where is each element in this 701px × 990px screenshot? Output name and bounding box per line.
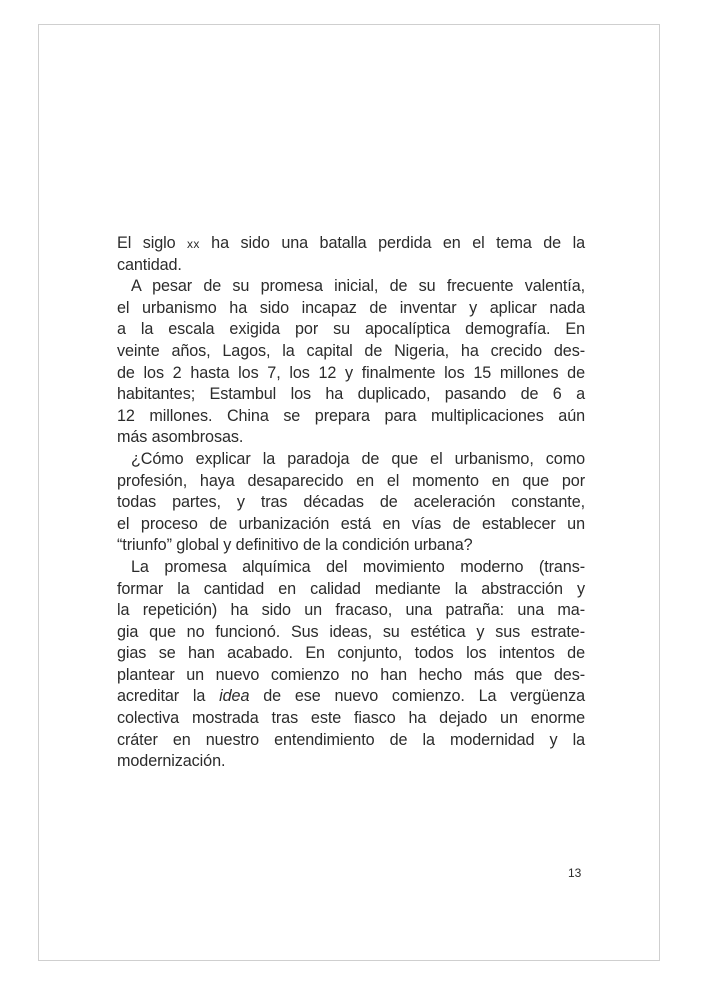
text-run: El siglo [117, 234, 188, 252]
italic-run: idea [219, 687, 250, 706]
text-line: cráter en nuestro entendimiento de la modernidad y la [117, 730, 585, 749]
text-line: ¿Cómo explicar la paradoja de que el urbanismo, como [131, 449, 585, 468]
text-line: más asombrosas. [117, 428, 244, 447]
paragraph [117, 276, 585, 449]
text-line: cantidad. [117, 255, 182, 274]
text-line: el urbanismo ha sido incapaz de inventar y aplicar nada [117, 298, 585, 317]
text-line: plantear un nuevo comienzo no han hecho más que des- [117, 665, 585, 684]
text-line: la repetición) ha sido un fracaso, una patraña: una ma- [117, 601, 585, 620]
text-run: de ese nuevo comienzo. La vergüenza [249, 687, 585, 706]
text-line: de los 2 hasta los 7, los 12 y finalmente los 15 millones de [117, 363, 585, 382]
text-line [117, 686, 585, 708]
text-line: 12 millones. China se prepara para multiplicaciones aún [117, 406, 585, 425]
text-line: todas partes, y tras décadas de aceleración constante, [117, 493, 585, 512]
text-line [117, 233, 585, 255]
text-line: profesión, haya desaparecido en el momento en que por [117, 471, 585, 490]
text-line: A pesar de su promesa inicial, de su frecuente valentía, [131, 277, 585, 296]
page-number: 13 [568, 866, 582, 880]
text-line: habitantes; Estambul los ha duplicado, pasando de 6 a [117, 385, 585, 404]
text-line: colectiva mostrada tras este fiasco ha dejado un enorme [117, 709, 585, 728]
text-line: el proceso de urbanización está en vías de establecer un [117, 514, 585, 533]
text-line: modernización. [117, 752, 226, 771]
text-line: La promesa alquímica del movimiento moderno (trans- [131, 557, 585, 576]
paragraph [117, 449, 585, 557]
text-line: formar la cantidad en calidad mediante la abstracción y [117, 579, 585, 598]
text-run: acreditar la [117, 687, 220, 706]
text-line: “triunfo” global y definitivo de la condición urbana? [117, 536, 473, 555]
paragraph [117, 557, 585, 773]
text-line: veinte años, Lagos, la capital de Nigeria, ha crecido des- [117, 341, 585, 360]
text-line: a la escala exigida por su apocalíptica demografía. En [117, 320, 585, 339]
body-text [117, 233, 585, 773]
text-run: ha sido una batalla perdida en el tema de la [199, 234, 586, 252]
text-line: gias se han acabado. En conjunto, todos los intentos de [117, 644, 585, 663]
text-line: gia que no funcionó. Sus ideas, su estética y sus estrate- [117, 622, 585, 641]
paragraph [117, 233, 585, 276]
small-caps-run: xx [187, 237, 200, 251]
